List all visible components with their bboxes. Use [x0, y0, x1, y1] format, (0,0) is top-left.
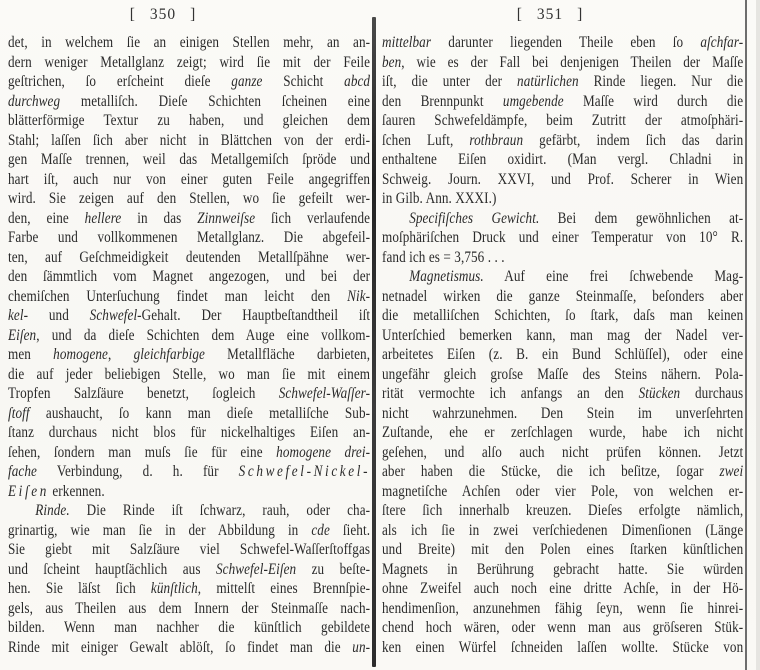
text-line: Magnetismus. Auf eine frei ſchwebende Mag-	[409, 268, 744, 285]
emphasized-text: Schwefel	[89, 307, 138, 324]
text-line: grinartig, wie man ſie in der Abbildung in cde ſieht.	[8, 521, 371, 539]
text-line: Rinde. Die Rinde iſt ſchwarz, rauh, oder cha-	[35, 502, 371, 519]
emphasized-text: aſchfar-	[700, 34, 744, 51]
emphasized-text: kel-	[8, 307, 29, 324]
text-line: Sie giebt mit Salzſäure viel Schwefel-Waſſerſtoffgas	[8, 541, 371, 558]
emphasized-text: durchweg	[8, 92, 61, 110]
text-line: geſtrichen, ſo erſcheint dieſe ganze Schicht abcd	[8, 73, 371, 90]
text-line: iſt, die unter der natürlichen Rinde liegen. Nur die	[382, 73, 744, 90]
text-line: gels, aus Theilen aus dem Innern der Steinmaſſe nach-	[8, 599, 371, 617]
text-line: kel- und Schwefel-Gehalt. Der Hauptbeſtandtheil iſt	[8, 307, 371, 324]
text-line: ben, wie es der Fall bei denjenigen Theilen der Maſſe	[382, 53, 744, 71]
text-line: moſphäriſchen Druck und einer Temperatur von 10° R.	[382, 229, 744, 246]
page-header-left	[8, 6, 318, 24]
emphasized-text: künſtlich	[150, 580, 198, 597]
text-line: Schweig. Journ. XXVI, und Prof. Scherer in Wien	[382, 170, 744, 188]
text-line: durchweg metalliſch. Dieſe Schichten ſcheinen eine	[8, 92, 371, 110]
text-line: ten, auf Geſchmeidigkeit deutenden Metallſpähne wer-	[8, 248, 371, 266]
bracket-close-left: ]	[190, 6, 197, 23]
emphasized-text: Zinnweiſse	[197, 209, 256, 227]
emphasized-text: ſtoff	[8, 404, 30, 422]
emphasized-text: ben	[382, 53, 402, 71]
emphasized-text: Schwefel-Eiſen	[215, 560, 297, 578]
text-line: ken einen Würfel ſchneiden laſſen wollte. Stücke von	[382, 638, 744, 656]
bracket-open-left: [	[129, 6, 136, 23]
page-right-text-column	[382, 33, 743, 657]
emphasized-text: ganze	[231, 73, 263, 90]
text-line: ſtanz durchaus nicht blos für nickelhaltiges Eiſen an-	[8, 424, 371, 441]
text-line: ſchen Luft, rothbraun gefärbt, indem ſich das darin	[382, 131, 744, 149]
text-line: den, eine hellere in das Zinnweiſse ſich verlaufende	[8, 209, 371, 227]
text-line: bilden. Wenn man nachher die künſtlich gebildete	[8, 619, 371, 636]
text-line: Farbe und vollkommenen Metallglanz. Die abgefeil-	[8, 229, 371, 246]
spaced-emphasized-text: Eiſen	[8, 482, 49, 500]
emphasized-text: abcd	[344, 73, 371, 90]
text-line: Zuſtande, ehe er zerſchlagen wurde, habe ich nicht	[382, 424, 744, 441]
emphasized-text: natürlichen	[517, 73, 579, 90]
text-line: gen Maſſe trennen, weil das Metallgemiſch ſpröde und	[8, 151, 371, 168]
text-line: und Breite) mit den Polen eines ſtarken künſtlichen	[382, 541, 744, 558]
emphasized-text: Specifiſches Gewicht.	[409, 209, 540, 227]
page-left-text-column	[8, 33, 370, 657]
text-line: hen. Sie läſst ſich künſtlich, mittelſt eines Brennſpie-	[8, 580, 371, 597]
text-line: nicht wahrzunehmen. Den Stein im unverſehrten	[382, 404, 744, 422]
emphasized-text: fache	[8, 463, 37, 480]
scan-margin-strip	[756, 0, 760, 670]
text-line: ohne Zweifel auch noch eine dritte Achſe, in der Hö-	[382, 580, 744, 597]
emphasized-text: zwei	[719, 463, 744, 480]
text-line: Rinde mit einiger Gewalt ablöſt, ſo findet man die un-	[8, 638, 371, 656]
emphasized-text: homogene	[53, 346, 108, 363]
text-line: dern weniger Metallglanz zeigt; wird ſie mit der Feile	[8, 53, 371, 71]
text-line: Unterſchied bemerken kann, man mag der Nadel ver-	[382, 326, 744, 344]
text-line: aber haben die Stücke, die ich beſitze, ſogar zwei	[382, 463, 744, 480]
emphasized-text: homogene drei-	[276, 443, 371, 461]
text-line: ſtoff aushaucht, ſo kann man dieſe metalliſche Sub-	[8, 404, 371, 422]
bracket-close-right: ]	[577, 6, 584, 23]
text-line: Specifiſches Gewicht. Bei dem gewöhnlichen at-	[409, 209, 744, 227]
page-number-left: 350	[149, 6, 177, 23]
text-line: und ſcheint hauptſächlich aus Schwefel-Eiſen zu beſte-	[8, 560, 371, 578]
text-line: ſtere ſich innerhalb kreuzen. Dieſes erfolgte nämlich,	[382, 502, 744, 519]
emphasized-text: Schwefel-Waſſer-	[278, 385, 371, 402]
emphasized-text: gleichfarbige	[133, 346, 205, 363]
text-line: magnetiſche Achſen oder vier Pole, von welchen er-	[382, 482, 744, 500]
text-line: arbeitetes Eiſen (z. B. ein Bund Schlüſſel), oder eine	[382, 346, 744, 363]
text-line: als ich ſie in zwei verſchiedenen Dimenſionen (Länge	[382, 521, 744, 539]
text-line: chemiſchen Unterſuchung findet man leicht den Nik-	[8, 287, 371, 305]
emphasized-text: Nik-	[347, 287, 371, 305]
text-line: hendimenſion, anzunehmen fähig ſeyn, wenn ſie hinrei-	[382, 599, 744, 617]
text-line: Stahl; laſſen ſich aber nicht in Blättchen von der erdi-	[8, 131, 371, 149]
text-line: ſehen, ſondern man muſs ſie für eine homogene drei-	[8, 443, 371, 461]
text-line: mittelbar darunter liegenden Theile eben ſo aſchfar-	[382, 34, 744, 51]
text-line: Tropfen Salzſäure benetzt, ſogleich Schwefel-Waſſer-	[8, 385, 371, 402]
text-line: netnadel wirken die ganze Steinmaſſe, beſonders aber	[382, 287, 744, 305]
column-divider-line	[372, 17, 376, 667]
text-line: den Brennpunkt umgebende Maſſe wird durch die	[382, 92, 744, 110]
bracket-open-right: [	[516, 6, 523, 23]
text-line: ungefähr gleich groſse Maſſe des Steins nähern. Pola-	[382, 365, 744, 383]
emphasized-text: un-	[352, 638, 371, 656]
emphasized-text: hellere	[84, 209, 122, 227]
emphasized-text: Stücken	[638, 385, 681, 402]
emphasized-text: Magnetismus.	[409, 268, 484, 285]
emphasized-text: rothbraun	[469, 131, 524, 149]
text-line: men homogene, gleichfarbige Metallfläche darbieten,	[8, 346, 371, 363]
text-line: hart iſt, auch nur von einer guten Feile angegriffen	[8, 170, 371, 188]
text-line: det, in welchem ſie an einigen Stellen mehr, an an-	[8, 34, 371, 51]
emphasized-text: cde	[311, 521, 330, 539]
text-line: den ſämmtlich vom Magnet angezogen, und bei der	[8, 268, 371, 285]
text-line: fand ich es = 3,756 . . .	[382, 248, 505, 266]
text-line: in Gilb. Ann. XXXI.)	[382, 190, 497, 207]
text-line: ſauren Schwefeldämpfe, beim Zutritt der atmoſphäri-	[382, 112, 744, 129]
emphasized-text: mittelbar	[382, 34, 432, 51]
page-number-right: 351	[536, 6, 564, 23]
text-line: blätterförmige Textur zu haben, und gleichen dem	[8, 112, 371, 129]
spaced-emphasized-text: Schwefel-Nickel-	[238, 463, 371, 480]
text-line: Magnets in Berührung gebracht hatte. Sie würden	[382, 560, 744, 578]
text-line: geſehen, und alſo auch nicht prüfen können. Jetzt	[382, 443, 744, 461]
text-line: Eiſen, und da dieſe Schichten dem Auge eine vollkom-	[8, 326, 371, 344]
text-line: Eiſen erkennen.	[8, 482, 105, 500]
text-line: die metalliſchen Schichten, ſo ſtark, daſs man keinen	[382, 307, 744, 324]
page-edge-line	[745, 0, 747, 670]
emphasized-text: Eiſen	[8, 326, 37, 344]
emphasized-text: Rinde.	[35, 502, 70, 519]
page-header-right	[395, 6, 705, 24]
text-line: enthaltene Eiſen oxidirt. (Man vergl. Chladni in	[382, 151, 744, 168]
text-line: die auf jeder beliebigen Stelle, wo man ſie mit einem	[8, 365, 371, 383]
text-line: chend hoch wären, oder wenn man aus gröſseren Stük-	[382, 619, 744, 636]
text-line: rität vermochte ich anfangs an den Stücken durchaus	[382, 385, 744, 402]
text-line: fache Verbindung, d. h. für Schwefel-Nickel-	[8, 463, 371, 480]
text-line: wird. Sie zeigen auf den Stellen, wo ſie gefeilt wer-	[8, 190, 371, 207]
emphasized-text: umgebende	[502, 92, 564, 110]
